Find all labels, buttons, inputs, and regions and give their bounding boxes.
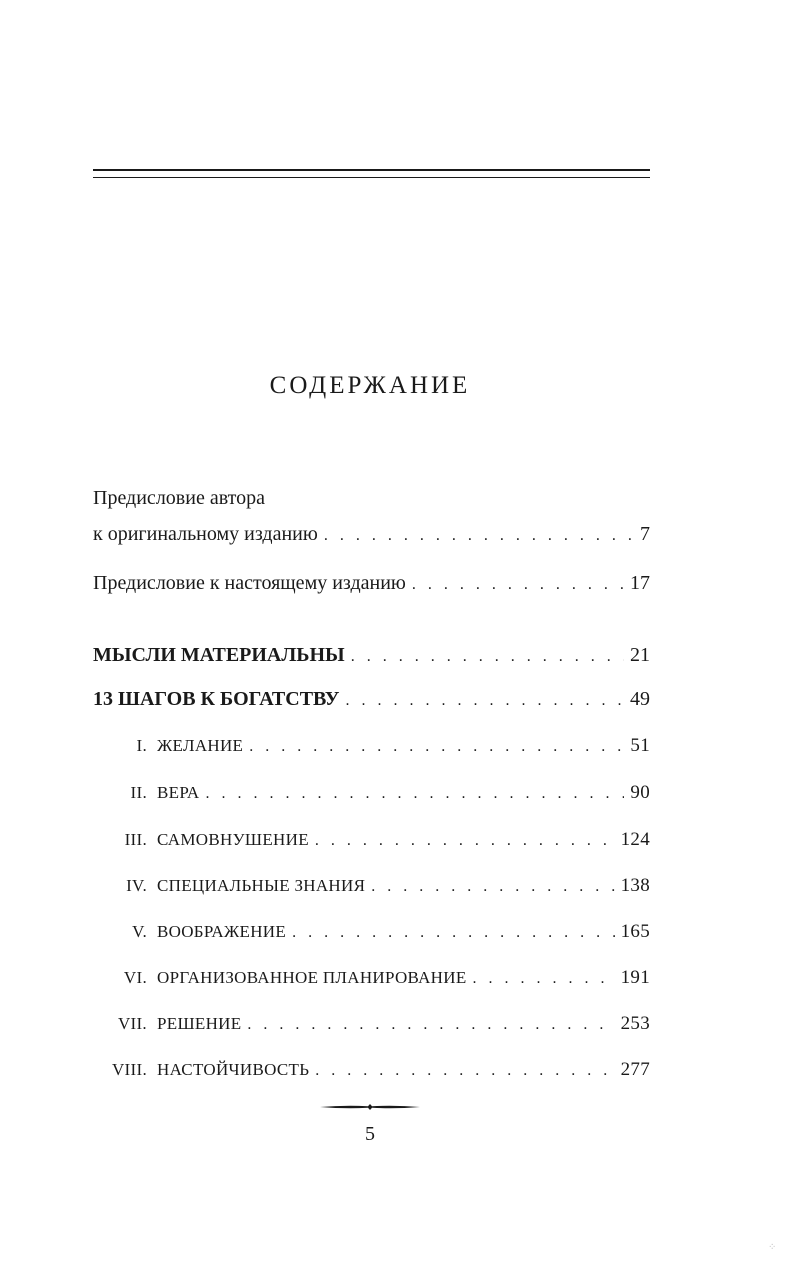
chapter-page: 51 [630, 735, 650, 756]
toc-entry-preface-current[interactable] [93, 568, 650, 598]
toc-entry-page: 17 [630, 572, 650, 594]
chapter-label: ВЕРА [157, 783, 200, 802]
toc-entry-preface-line1: Предисловие автора [93, 487, 265, 509]
chapter-page: 165 [620, 921, 650, 942]
chapter-label: САМОВНУШЕНИЕ [157, 830, 309, 849]
chapter-label: НАСТОЙЧИВОСТЬ [157, 1060, 310, 1079]
leader-dots [205, 779, 624, 809]
chapter-number: VIII. [111, 1060, 147, 1079]
toc-entry-label: 13 ШАГОВ К БОГАТСТВУ [93, 688, 340, 710]
toc-entry-page: 49 [630, 688, 650, 710]
chapter-label: ЖЕЛАНИЕ [157, 736, 244, 755]
leader-dots [324, 521, 634, 551]
scan-mark-icon: ⁘ [768, 1242, 777, 1253]
header-rule-thick [93, 169, 650, 171]
toc-chapter-1[interactable] [93, 731, 650, 761]
chapter-number: IV. [126, 876, 147, 895]
chapter-page: 253 [620, 1013, 650, 1034]
chapter-label: РЕШЕНИЕ [157, 1014, 242, 1033]
toc-entry-13-steps[interactable] [93, 684, 650, 714]
leader-dots [473, 964, 615, 994]
chapter-page: 138 [620, 875, 650, 896]
toc-chapter-7[interactable] [93, 1009, 650, 1039]
page-number: 5 [365, 1123, 375, 1145]
toc-chapter-4[interactable] [93, 871, 650, 901]
chapter-label: СПЕЦИАЛЬНЫЕ ЗНАНИЯ [157, 876, 366, 895]
toc-entry-page: 7 [640, 523, 650, 545]
toc-entry-preface-original[interactable] [93, 519, 650, 549]
toc-entry-page: 21 [630, 644, 650, 666]
toc-entry-label: МЫСЛИ МАТЕРИАЛЬНЫ [93, 644, 345, 666]
chapter-number: II. [130, 783, 147, 802]
leader-dots [292, 918, 615, 948]
chapter-page: 90 [630, 782, 650, 803]
toc-entry-label: к оригинальному изданию [93, 523, 318, 545]
leader-dots [249, 732, 624, 762]
toc-chapter-3[interactable] [93, 825, 650, 855]
leader-dots [371, 872, 614, 902]
chapter-page: 124 [620, 829, 650, 850]
toc-entry-thoughts[interactable] [93, 640, 650, 670]
chapter-label: ОРГАНИЗОВАННОЕ ПЛАНИРОВАНИЕ [157, 968, 467, 987]
chapter-page: 191 [620, 967, 650, 988]
leader-dots [351, 642, 624, 672]
toc-entry-label: Предисловие к настоящему изданию [93, 572, 406, 594]
toc-chapter-2[interactable] [93, 778, 650, 808]
chapter-number: VII. [117, 1014, 147, 1033]
chapter-number: V. [132, 922, 147, 941]
toc-chapter-6[interactable] [93, 963, 650, 993]
leader-dots [345, 686, 624, 716]
chapter-page: 277 [620, 1059, 650, 1080]
chapter-number: III. [124, 830, 147, 849]
chapter-number: I. [136, 736, 147, 755]
leader-dots [315, 826, 615, 856]
toc-chapter-5[interactable] [93, 917, 650, 947]
leader-dots [247, 1010, 614, 1040]
chapter-label: ВООБРАЖЕНИЕ [157, 922, 287, 941]
leader-dots [315, 1056, 614, 1086]
chapter-number: VI. [123, 968, 147, 987]
ornament-divider-icon [320, 1103, 420, 1111]
toc-heading: СОДЕРЖАНИЕ [269, 372, 471, 399]
leader-dots [412, 570, 624, 600]
header-rule-thin [93, 177, 650, 178]
toc-chapter-8[interactable] [93, 1055, 650, 1085]
